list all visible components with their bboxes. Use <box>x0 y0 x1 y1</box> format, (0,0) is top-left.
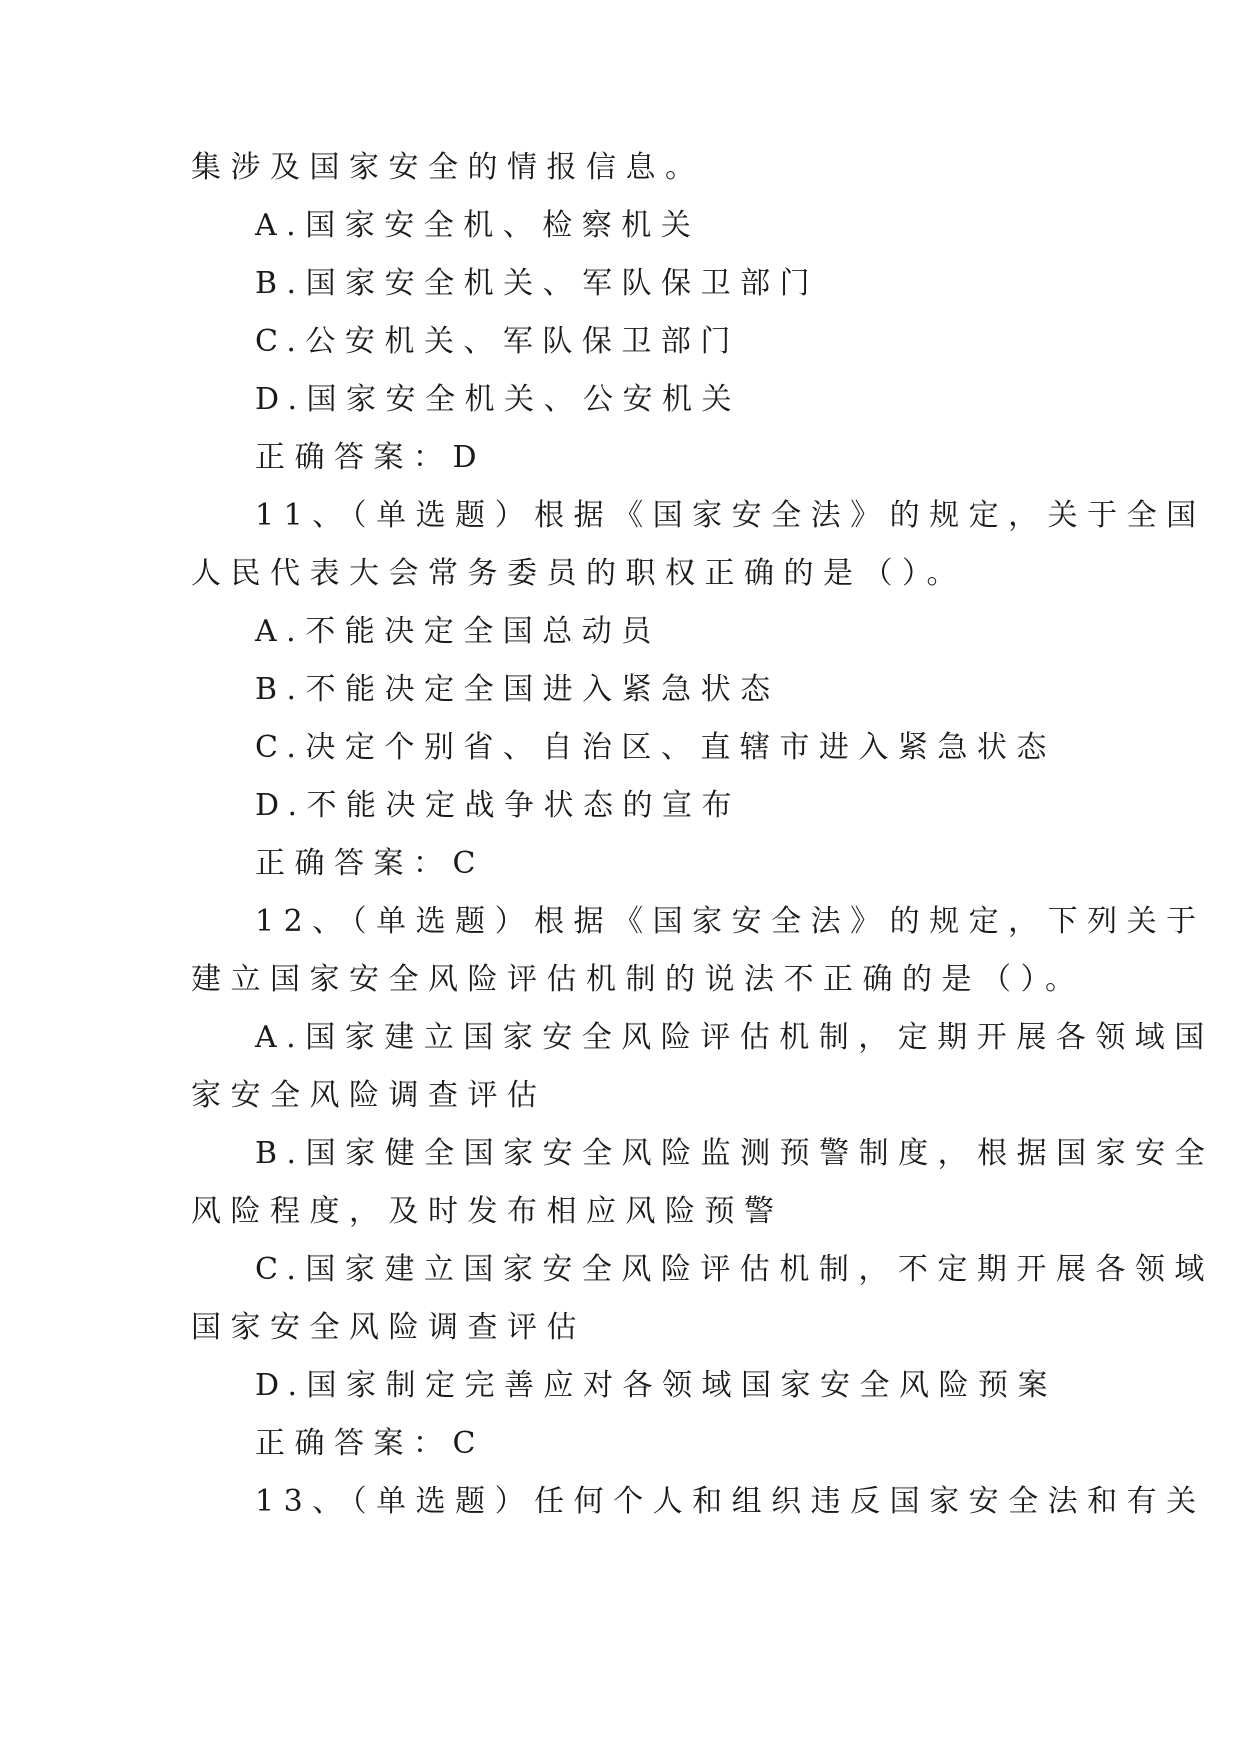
q12-stem-line2: 建立国家安全风险评估机制的说法不正确的是（）。 <box>191 962 1085 997</box>
q10-option-a: A.国家安全机、检察机关 <box>255 208 701 243</box>
q10-answer: 正确答案：D <box>255 440 487 475</box>
q12-answer: 正确答案：C <box>255 1426 485 1461</box>
q10-option-b: B.国家安全机关、军队保卫部门 <box>255 266 820 301</box>
q11-answer: 正确答案：C <box>255 846 485 881</box>
q13-stem-line1: 13、（单选题）任何个人和组织违反国家安全法和有关 <box>255 1484 1206 1519</box>
q10-option-c: C.公安机关、军队保卫部门 <box>255 324 740 359</box>
q12-option-c-line2: 国家安全风险调查评估 <box>191 1310 586 1345</box>
q11-option-d: D.不能决定战争状态的宣布 <box>255 788 742 823</box>
q12-stem-line1: 12、（单选题）根据《国家安全法》的规定，下列关于 <box>255 904 1206 939</box>
q11-option-a: A.不能决定全国总动员 <box>255 614 661 649</box>
q12-option-a-line1: A.国家建立国家安全风险评估机制，定期开展各领域国 <box>255 1020 1214 1055</box>
q11-stem-line1: 11、（单选题）根据《国家安全法》的规定，关于全国 <box>255 498 1206 533</box>
intro-continuation-line: 集涉及国家安全的情报信息。 <box>191 150 705 185</box>
q11-option-c: C.决定个别省、自治区、直辖市进入紧急状态 <box>255 730 1056 765</box>
q12-option-b-line2: 风险程度，及时发布相应风险预警 <box>191 1194 784 1229</box>
q12-option-d: D.国家制定完善应对各领域国家安全风险预案 <box>255 1368 1058 1403</box>
q12-option-a-line2: 家安全风险调查评估 <box>191 1078 547 1113</box>
q11-option-b: B.不能决定全国进入紧急状态 <box>255 672 780 707</box>
q10-option-d: D.国家安全机关、公安机关 <box>255 382 742 417</box>
q12-option-b-line1: B.国家健全国家安全风险监测预警制度，根据国家安全 <box>255 1136 1215 1171</box>
q12-option-c-line1: C.国家建立国家安全风险评估机制，不定期开展各领域 <box>255 1252 1214 1287</box>
q11-stem-line2: 人民代表大会常务委员的职权正确的是（）。 <box>191 556 966 591</box>
